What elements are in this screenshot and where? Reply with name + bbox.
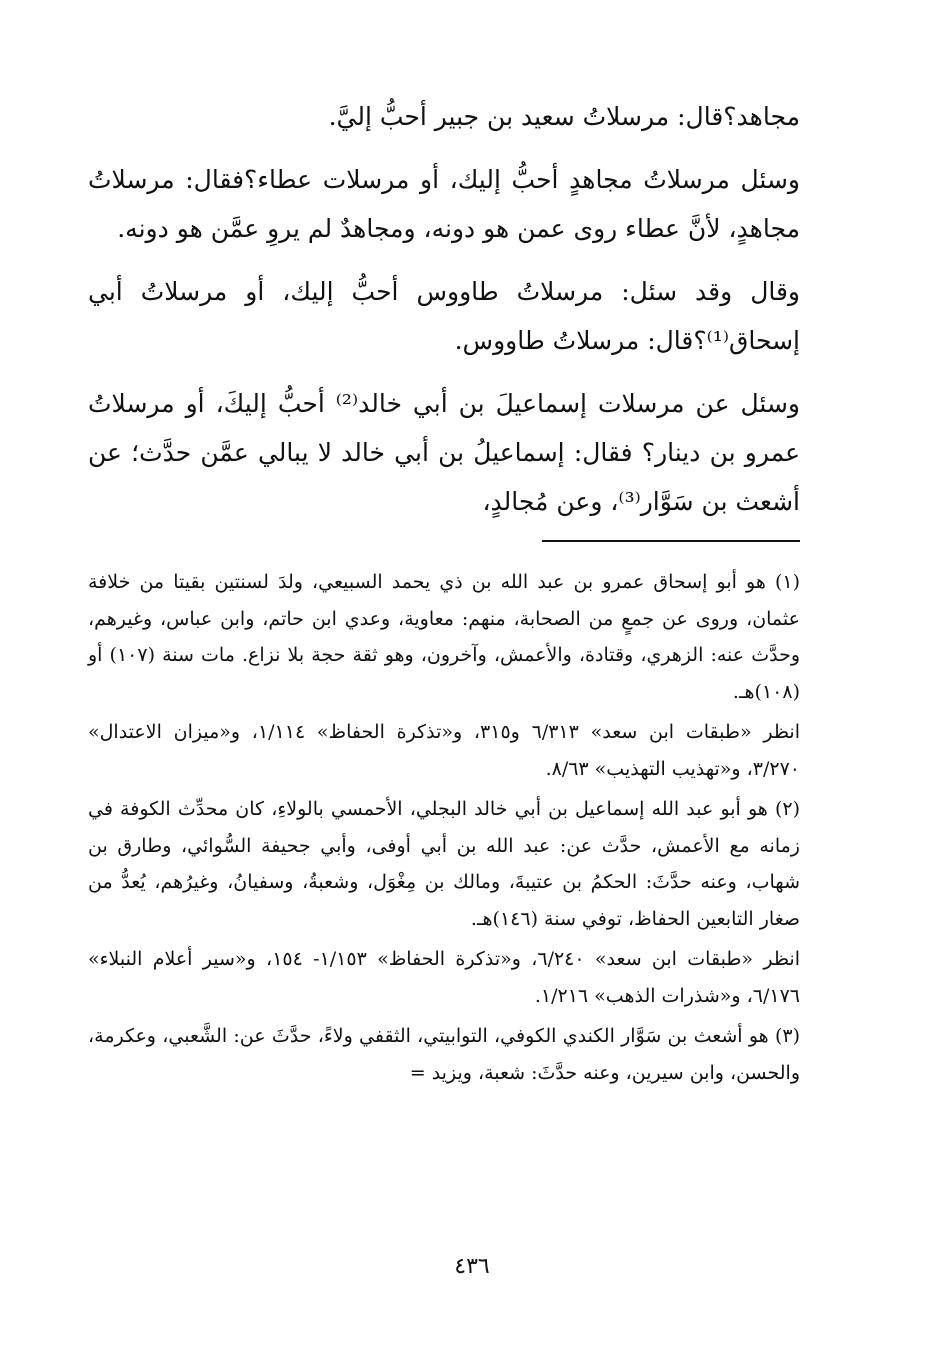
footnote: (٢) هو أبو عبد الله إسماعيل بن أبي خالد البجلي، الأحمسي بالولاءِ، كان محدِّث الكوفة في زمانه مع الأعمش، حدَّث عن: عبد الله بن أبي أوفى، وأبي جحيفة السُّوائي، وطارق بن شهاب، وعنه حدَّثَ: الحكمُ بن عتيبةَ، ومالك بن مِغْوَل، وشعبةُ، وسفيانُ، وغيرُهم، يُعدُّ من صغار التابعين الحفاظ، توفي سنة (١٤٦)هـ. [88,798,800,930]
footnotes [88,564,800,1091]
page-number: ٤٣٦ [454,1254,490,1279]
footnote-reference: انظر «طبقات ابن سعد» ٦/٢٤٠، و«تذكرة الحفاظ» ١/١٥٣- ١٥٤، و«سير أعلام النبلاء» ٦/١٧٦، و«شذرات الذهب» ١/٢١٦. [88,948,801,1007]
footnote-reference: انظر «طبقات ابن سعد» ٦/٣١٣ و٣١٥، و«تذكرة الحفاظ» ١/١١٤، و«ميزان الاعتدال» ٣/٢٧٠، و«تهذيب التهذيب» ٨/٦٣. [88,721,800,780]
footnote: (٣) هو أشعث بن سَوَّار الكندي الكوفي، التوابيتي، الثقفي ولاءً، حدَّثَ عن: الشَّعبي، وعكرمة، والحسن، وابن سيرين، وعنه حدَّثَ: شعبة، ويزيد = [88,1025,800,1084]
main-text [88,92,800,526]
paragraph: وسئل مرسلاتُ مجاهدٍ أحبُّ إليك، أو مرسلات عطاء؟فقال: مرسلاتُ مجاهدٍ، لأنَّ عطاء روى عمن هو دونه، ومجاهدٌ لم يروِ عمَّن هو دونه. [88,165,800,243]
book-page [88,92,800,1095]
footnote-separator [542,540,800,542]
paragraph: وسئل عن مرسلات إسماعيلَ بن أبي خالد⁽²⁾ أحبُّ إليكَ، أو مرسلاتُ عمرو بن دينار؟ فقال: إسماعيلُ بن أبي خالد لا يبالي عمَّن حدَّث؛ عن أشعث بن سَوَّار⁽³⁾، وعن مُجالدٍ، [88,389,800,516]
paragraph: مجاهد؟قال: مرسلاتُ سعيد بن جبير أحبُّ إليَّ. [328,102,800,131]
paragraph: وقال وقد سئل: مرسلاتُ طاووس أحبُّ إليك، أو مرسلاتُ أبي إسحاق⁽¹⁾؟قال: مرسلاتُ طاووس. [88,277,800,355]
footnote: (١) هو أبو إسحاق عمرو بن عبد الله بن ذي يحمد السبيعي، ولدَ لسنتين بقيتا من خلافة عثمان، وروى عن جمعٍ من الصحابة، منهم: معاوية، وعدي ابن حاتم، وابن عباس، وغيرهم، وحدَّث عنه: الزهري، وقتادة، والأعمش، وآخرون، وهو ثقة حجة بلا نزاع. مات سنة (١٠٧) أو (١٠٨)هـ. [88,571,801,703]
